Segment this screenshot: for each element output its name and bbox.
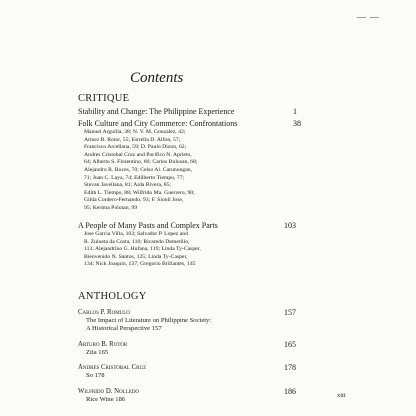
author-list (84, 231, 298, 269)
author-line: 64; Alberto S. Florentino, 66; Carlos Bulosan, 68; (84, 159, 198, 166)
page-number: 1 (293, 107, 297, 116)
top-corner-mark: — — (356, 12, 380, 22)
page-number: 165 (284, 339, 296, 349)
entry-title: Folk Culture and City Commerce: Confrontations (78, 118, 238, 128)
entry-title: Stability and Change: The Philippine Experience (78, 107, 235, 116)
toc-entry (78, 221, 298, 269)
author-line: R. Zulueta da Costa, 110; Ricaredo Demetillo, (84, 238, 190, 245)
page-number: 186 (284, 386, 296, 396)
author-line: Stevan Javellana, 81; Aida Rivera, 85; (84, 182, 172, 189)
toc-entry (78, 118, 301, 213)
work-title: Rice Wine 186 (86, 395, 126, 403)
section-heading-critique: CRITIQUE (78, 93, 130, 104)
author-line: Edith L. Tiempo, 88; Wilfrido Ma. Guerrero, 90; (84, 189, 195, 196)
anthology-entry (78, 363, 298, 380)
author-line: 95; Kerima Polotan, 99 (84, 204, 138, 211)
page-title: Contents (130, 70, 184, 86)
page-number: 157 (284, 308, 296, 317)
author-line: Francisco Arcellana, 59; D. Paulo Dizon, 62; (84, 144, 187, 151)
author-line: 71; Juan C. Laya, 74; Edilberto Tiempo, 77; (84, 174, 185, 181)
author-line: 134; Nick Joaquin, 137; Gregorio Brillantes, 145 (84, 261, 196, 268)
toc-entry (78, 107, 298, 117)
anthology-entry (78, 387, 298, 404)
contents-page (78, 70, 301, 404)
anthology-entry (78, 340, 298, 357)
author-line: Alejandro R. Roces, 70; Celso Al. Carunungan, (84, 166, 193, 173)
section-heading-anthology: ANTHOLOGY (78, 291, 147, 302)
author-line: Jose Garcia Villa, 103; Salvador P. Lopez and (84, 231, 188, 238)
page-number: 103 (284, 220, 296, 230)
page-number: 178 (284, 363, 296, 373)
entry-title: A People of Many Pasts and Complex Parts (78, 220, 218, 230)
author-line: 113; Alejandrino G. Hufana, 119; Linda Ty-Casper, (84, 246, 201, 253)
author-line: Andres Cristobal Cruz and Pacifico N. Aprieto, (84, 151, 192, 158)
author-name: Wilfrido D. Nolledo (78, 387, 140, 395)
work-title: A Historical Perspective 157 (86, 325, 162, 333)
author-line: Manuel Arguilla, 38; N. V. M. Gonzalez, 42; (84, 129, 186, 135)
anthology-entry (78, 308, 298, 334)
work-title: Zita 165 (86, 348, 109, 356)
folio-page-number: xiii (337, 392, 346, 399)
author-line: Arturo B. Rotor, 55; Estrella D. Alfon, 57; (84, 136, 181, 143)
author-name: Arturo B. Rotor (78, 340, 128, 348)
work-title: The Impact of Literature on Philippine Society: (86, 317, 212, 324)
work-title: So 178 (86, 372, 105, 380)
page-number: 38 (293, 118, 301, 128)
author-line: Bienvenido N. Santos, 125; Linda Ty-Casper, (84, 253, 188, 260)
author-name: Andres Cristobal Cruz (78, 364, 147, 372)
author-list (84, 129, 298, 213)
author-name: Carlos P. Romulo (78, 309, 130, 316)
author-line: Gilda Cordero-Fernando, 93; F. Sionil Jose, (84, 197, 184, 204)
